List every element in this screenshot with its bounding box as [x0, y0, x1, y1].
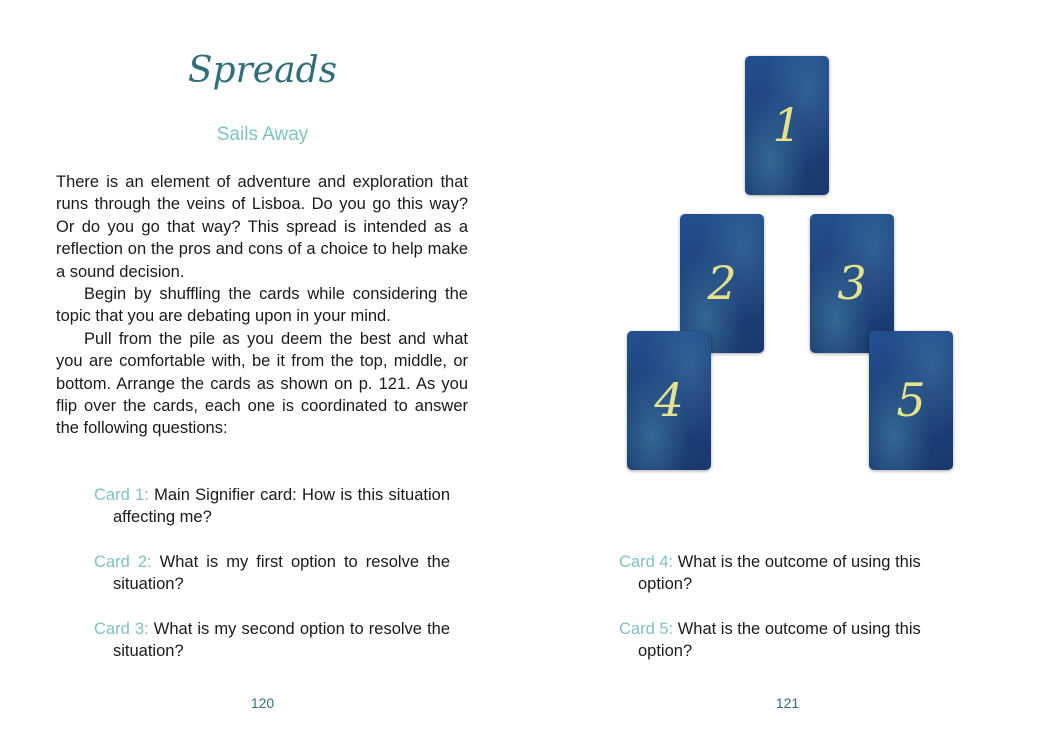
page-number: 120: [250, 695, 275, 711]
tarot-card-5: [869, 331, 953, 470]
question-label: Card 3:: [94, 620, 149, 638]
card-number: 1: [772, 98, 802, 152]
page-number: 121: [775, 695, 800, 711]
question-card-4: [619, 551, 978, 596]
card-number: 3: [837, 256, 867, 310]
question-text: Main Signifier card: How is this situation affecting me?: [113, 486, 450, 527]
question-card-5: [619, 618, 978, 663]
question-card-3: [94, 618, 450, 663]
question-label: Card 5:: [619, 620, 674, 638]
question-card-2: [94, 551, 450, 596]
card-number: 4: [654, 373, 684, 427]
body-text: [56, 171, 468, 440]
question-card-1: [94, 484, 450, 529]
question-label: Card 2:: [94, 553, 152, 571]
paragraph-intro: There is an element of adventure and exploration that runs through the veins of Lisboa. Do you go this way? Or do you go that way? This spread is intended as a reflection on the pros and cons of a choice to help make a sound decision.: [56, 173, 468, 281]
tarot-card-1: [745, 56, 829, 195]
question-text: What is my second option to resolve the situation?: [113, 620, 451, 661]
card-number: 5: [896, 373, 926, 427]
tarot-card-4: [627, 331, 711, 470]
paragraph-pull: Pull from the pile as you deem the best and what you are comfortable with, be it from the top, middle, or bottom. Arrange the cards as shown on p. 121. As you flip over the cards, each one is coordinated to answer the following questions:: [56, 329, 468, 438]
right-page: [525, 0, 1050, 750]
question-label: Card 4:: [619, 553, 674, 571]
question-text: What is my first option to resolve the situation?: [113, 553, 450, 594]
question-label: Card 1:: [94, 486, 149, 504]
card-number: 2: [707, 256, 737, 310]
question-text: What is the outcome of using this option?: [638, 620, 921, 661]
card-spread: [525, 0, 1050, 480]
question-text: What is the outcome of using this option?: [638, 553, 921, 594]
page-title: Spreads: [187, 50, 338, 91]
paragraph-shuffle: Begin by shuffling the cards while considering the topic that you are debating upon in your mind.: [56, 285, 468, 326]
spread-subtitle: Sails Away: [216, 124, 309, 145]
